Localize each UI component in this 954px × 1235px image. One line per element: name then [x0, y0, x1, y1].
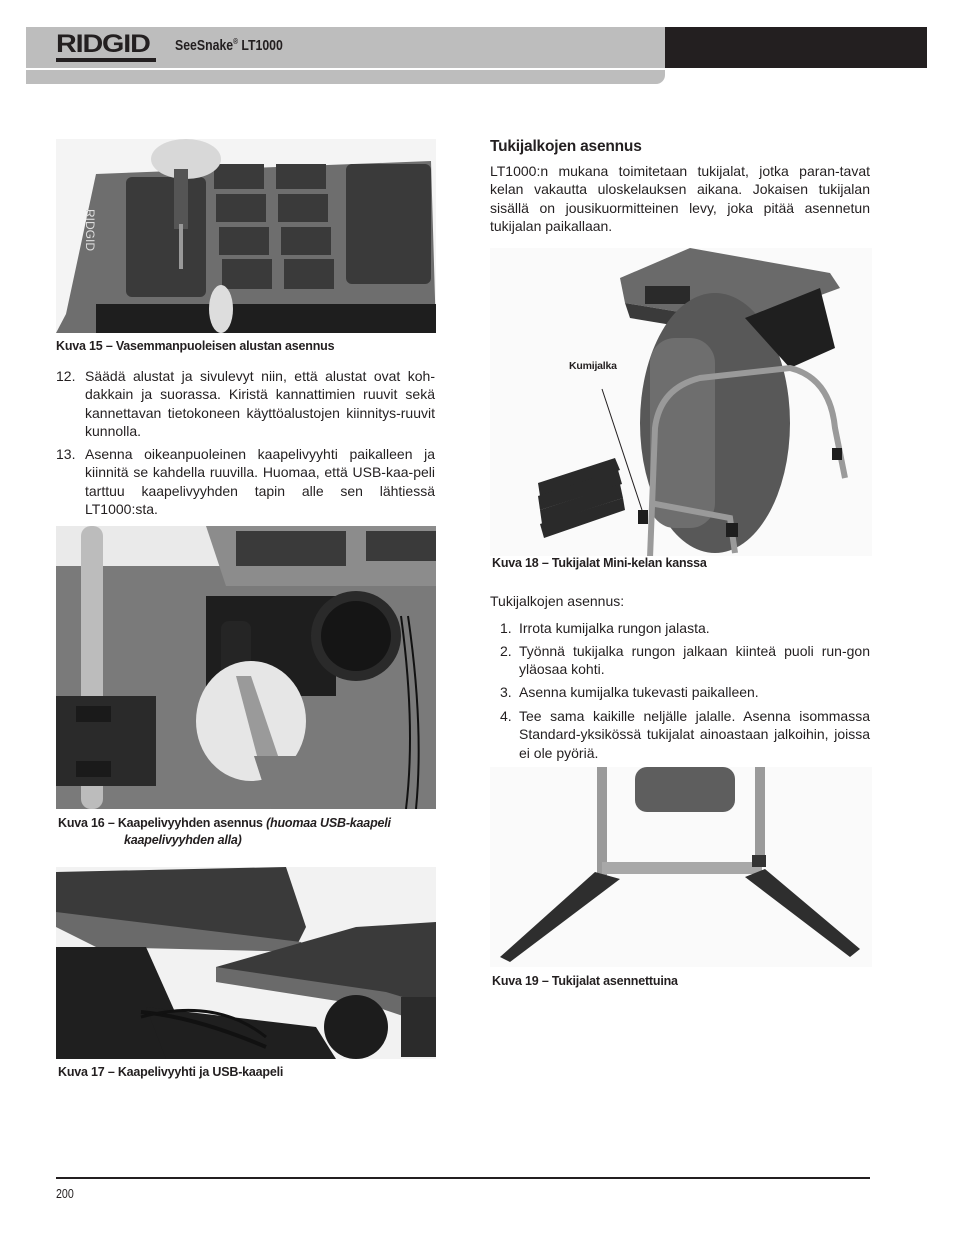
step-number: 4.	[500, 708, 512, 724]
step-number: 12.	[56, 368, 76, 384]
svg-text:RIDGID: RIDGID	[83, 209, 97, 251]
figure-16-photo	[56, 526, 436, 809]
step-text: Tee sama kaikille neljälle jalalle. Asenna isommassa Standard-yksikössä tukijalat ainoastaan jalkoihin, joissa ei ole pyöriä.	[519, 708, 870, 761]
callout-kumijalka: Kumijalka	[569, 360, 617, 372]
step-12	[56, 367, 435, 440]
step-text: Asenna oikeanpuoleinen kaapelivyyhti paikalleen ja kiinnitä se kahdella ruuvilla. Huomaa, että USB-kaa-peli tarttuu kaapelivyyhden tapin alle sen lähtiessä LT1000:sta.	[85, 446, 435, 517]
page-number: 200	[56, 1186, 74, 1201]
step-number: 3.	[500, 684, 512, 700]
logo-underline	[56, 58, 156, 62]
header-subband	[26, 70, 665, 84]
procedure-step-1	[500, 619, 870, 637]
section-title: Tukijalkojen asennus	[490, 138, 642, 155]
procedure-step-4	[500, 707, 870, 762]
step-13	[56, 445, 435, 518]
figure-19-caption: Kuva 19 – Tukijalat asennettuina	[492, 974, 678, 988]
step-text: Irrota kumijalka rungon jalasta.	[519, 620, 710, 636]
procedure-step-3	[500, 683, 870, 701]
figure-15-caption: Kuva 15 – Vasemmanpuoleisen alustan asennus	[56, 339, 335, 353]
figure-19-photo	[490, 767, 872, 967]
figure-17-photo	[56, 867, 436, 1059]
step-number: 1.	[500, 620, 512, 636]
procedure-title: Tukijalkojen asennus:	[490, 593, 625, 609]
step-number: 2.	[500, 643, 512, 659]
figure-18-photo	[490, 248, 872, 556]
figure-16-caption: Kuva 16 – Kaapelivyyhden asennus (huomaa USB-kaapeli kaapelivyyhden alla)	[58, 816, 391, 847]
figure-17-caption: Kuva 17 – Kaapelivyyhti ja USB-kaapeli	[58, 1065, 284, 1079]
step-text: Säädä alustat ja sivulevyt niin, että alustat ovat koh-dakkain ja suorassa. Kiristä kannattimien ruuvit sekä kannettavan tietokoneen käyttöalustojen kiinnitys-ruuvit kunnolla.	[85, 368, 435, 439]
section-intro: LT1000:n mukana toimitetaan tukijalat, jotka paran-tavat kelan vakautta uloskelauksen aikana. Jokaisen tukijalan sisällä on jousikuormitteinen levy, joka pitää asennetun tukijalan paikallaan.	[490, 163, 870, 234]
step-number: 13.	[56, 446, 76, 462]
ridgid-logo: RIDGID	[56, 30, 150, 58]
footer-rule	[56, 1177, 870, 1179]
product-title: SeeSnake® LT1000	[175, 37, 283, 54]
procedure-step-2	[500, 642, 870, 679]
step-text: Asenna kumijalka tukevasti paikalleen.	[519, 684, 759, 700]
figure-18-caption: Kuva 18 – Tukijalat Mini-kelan kanssa	[492, 556, 707, 570]
header-dark-block	[665, 27, 927, 68]
step-text: Työnnä tukijalka rungon jalkaan kiinteä puoli run-gon yläosaa kohti.	[519, 643, 870, 678]
figure-15-photo	[56, 139, 436, 333]
